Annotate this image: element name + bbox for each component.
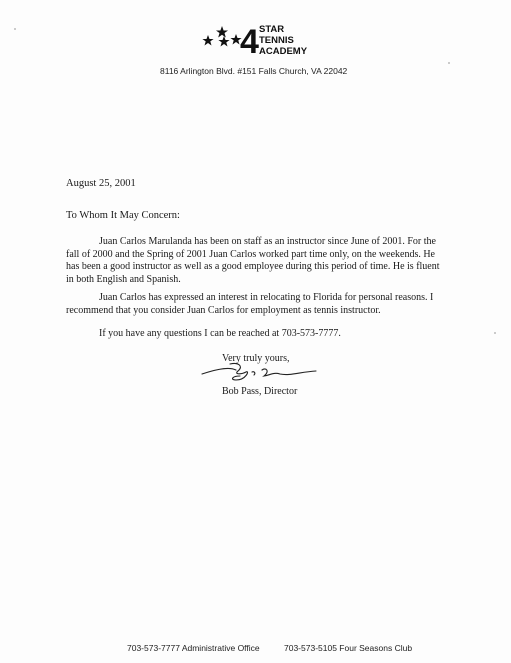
footer-club-phone: 703-573-5105 Four Seasons Club [284,643,413,653]
paper-speck [14,28,16,30]
letterhead-address: 8116 Arlington Blvd. #151 Falls Church, VA 22042 [160,66,348,76]
logo-numeral: 4 [240,23,259,60]
signer-name: Bob Pass, Director [222,386,298,397]
logo-line: TENNIS [259,35,294,46]
star-icon [202,35,213,46]
paper-speck [494,332,496,334]
footer-admin-phone: 703-573-7777 Administrative Office [127,643,260,653]
paper-speck [448,62,450,64]
logo-wordmark [259,24,307,57]
star-icon [216,26,228,38]
body-paragraph: If you have any questions I can be reached at 703-573-7777. [99,328,341,339]
star-icon [218,36,229,47]
salutation: To Whom It May Concern: [66,210,180,221]
letterhead-footer [127,643,412,653]
body-paragraph: Juan Carlos has expressed an interest in relocating to Florida for personal reasons. I recommend that you consider Juan Carlos for employment as tennis instructor. [66,292,434,316]
logo-line: STAR [259,24,285,35]
logo-line: ACADEMY [259,46,308,57]
letter-date: August 25, 2001 [66,178,136,189]
body-paragraph: Juan Carlos Marulanda has been on staff as an instructor since June of 2001. For the fall of 2000 and the Spring of 2001 Juan Carlos worked part time only, on the weekends. He has been a good instructor as well as a good employee during this period of time. He is fluent in both English and Spanish. [66,236,440,285]
star-icons [202,26,241,47]
handwritten-signature [200,358,320,386]
closing: Very truly yours, [222,353,290,364]
